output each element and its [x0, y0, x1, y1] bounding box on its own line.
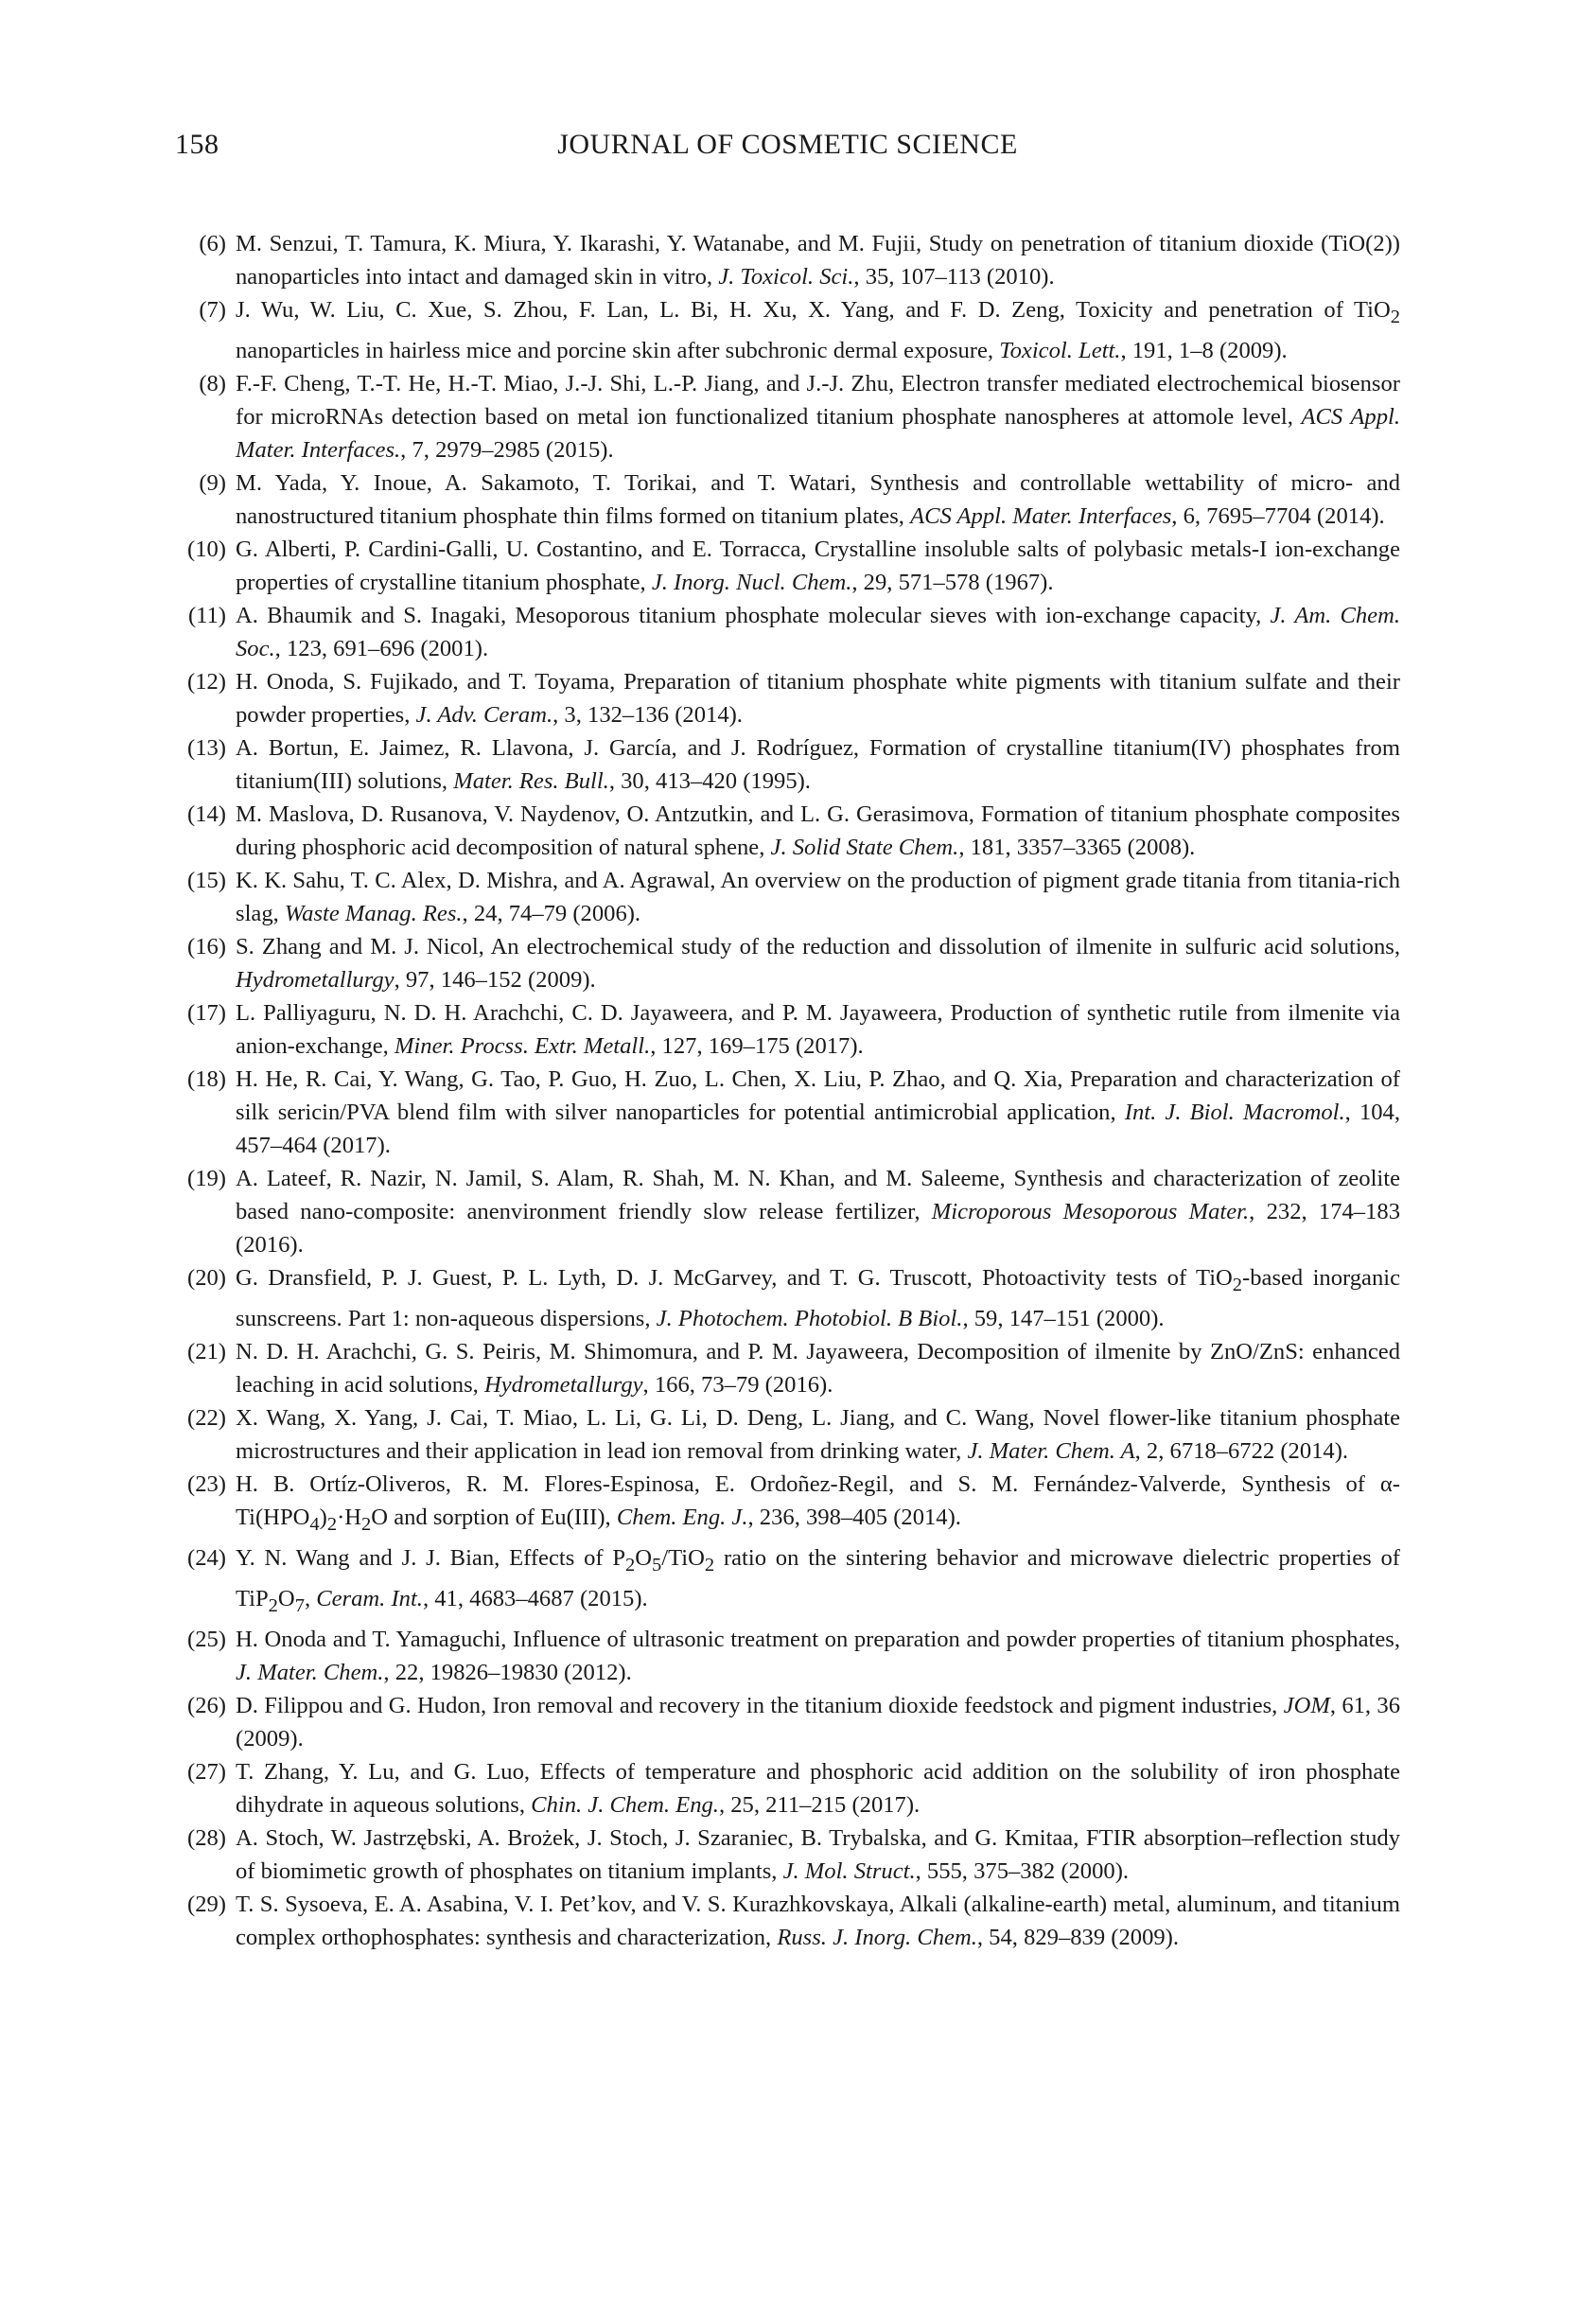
reference-text: G. Dransfield, P. J. Guest, P. L. Lyth, D. J. McGarvey, and T. G. Truscott, Photoactivity tests of TiO$_2$-based inorganic sunscreens. Part 1: non-aqueous dispersions, J. Photochem. Photobiol. B Biol., 59, 147–151 (2000). — [236, 1264, 1400, 1331]
reference-number: (15) — [187, 867, 226, 893]
reference-number: (11) — [187, 602, 226, 628]
reference-number: (19) — [187, 1165, 226, 1191]
page-number: 158 — [175, 129, 219, 160]
reference-text: H. Onoda, S. Fujikado, and T. Toyama, Preparation of titanium phosphate white pigments with titanium sulfate and their powder properties, J. Adv. Ceram., 3, 132–136 (2014). — [236, 668, 1400, 728]
reference-item — [175, 1755, 1400, 1822]
reference-number: (18) — [187, 1065, 226, 1092]
reference-item — [175, 533, 1400, 599]
reference-text: L. Palliyaguru, N. D. H. Arachchi, C. D. Jayaweera, and P. M. Jayaweera, Production of synthetic rutile from ilmenite via anion-exchange, Miner. Procss. Extr. Metall., 127, 169–175 (2017). — [236, 999, 1400, 1059]
reference-item — [175, 599, 1400, 665]
reference-text: T. S. Sysoeva, E. A. Asabina, V. I. Pet’kov, and V. S. Kurazhkovskaya, Alkali (alkaline-earth) metal, aluminum, and titanium complex orthophosphates: synthesis and characterization, Russ. J. Inorg. Chem., 54, 829–839 (2009). — [236, 1891, 1400, 1950]
reference-number: (14) — [187, 801, 226, 827]
reference-text: T. Zhang, Y. Lu, and G. Luo, Effects of temperature and phosphoric acid addition on the solubility of iron phosphate dihydrate in aqueous solutions, Chin. J. Chem. Eng., 25, 211–215 (2017). — [236, 1758, 1400, 1818]
reference-item — [175, 1822, 1400, 1888]
reference-item — [175, 1401, 1400, 1468]
reference-number: (27) — [187, 1758, 226, 1785]
reference-item — [175, 996, 1400, 1063]
reference-text: H. He, R. Cai, Y. Wang, G. Tao, P. Guo, H. Zuo, L. Chen, X. Liu, P. Zhao, and Q. Xia, Preparation and characterization of silk sericin/PVA blend film with silver nanoparticles for potential antimicrobial application, Int. J. Biol. Macromol., 104, 457–464 (2017). — [236, 1065, 1400, 1158]
reference-number: (20) — [187, 1264, 226, 1291]
reference-text: A. Lateef, R. Nazir, N. Jamil, S. Alam, R. Shah, M. N. Khan, and M. Saleeme, Synthesis and characterization of zeolite based nano-composite: anenvironment friendly slow release fertilizer, Microporous Mesoporous Mater., 232, 174–183 (2016). — [236, 1165, 1400, 1258]
reference-item — [175, 731, 1400, 798]
reference-number: (29) — [187, 1891, 226, 1917]
reference-text: J. Wu, W. Liu, C. Xue, S. Zhou, F. Lan, L. Bi, H. Xu, X. Yang, and F. D. Zeng, Toxicity and penetration of TiO$_2$ nanoparticles in hairless mice and porcine skin after subchronic dermal exposure, Toxicol. Lett., 191, 1–8 (2009). — [236, 297, 1400, 363]
reference-number: (9) — [199, 469, 226, 496]
reference-number: (7) — [199, 297, 226, 323]
reference-item — [175, 466, 1400, 533]
reference-text: S. Zhang and M. J. Nicol, An electrochemical study of the reduction and dissolution of ilmenite in sulfuric acid solutions, Hydrometallurgy, 97, 146–152 (2009). — [236, 933, 1400, 993]
reference-text: M. Yada, Y. Inoue, A. Sakamoto, T. Torikai, and T. Watari, Synthesis and controllable wettability of micro- and nanostructured titanium phosphate thin films formed on titanium plates, ACS Appl. Mater. Interfaces, 6, 7695–7704 (2014). — [236, 469, 1400, 529]
reference-number: (6) — [199, 231, 226, 256]
reference-text: F.-F. Cheng, T.-T. He, H.-T. Miao, J.-J. Shi, L.-P. Jiang, and J.-J. Zhu, Electron transfer mediated electrochemical biosensor for microRNAs detection based on metal ion functionalized titanium phosphate nanospheres at attomole level, ACS Appl. Mater. Interfaces., 7, 2979–2985 (2015). — [236, 370, 1400, 463]
reference-list — [175, 227, 1400, 1954]
reference-item — [175, 1888, 1400, 1954]
reference-item — [175, 227, 1400, 293]
reference-item — [175, 665, 1400, 731]
reference-number: (16) — [187, 933, 226, 959]
reference-text: M. Senzui, T. Tamura, K. Miura, Y. Ikarashi, Y. Watanabe, and M. Fujii, Study on penetration of titanium dioxide (TiO(2)) nanoparticles into intact and damaged skin in vitro, J. Toxicol. Sci., 35, 107–113 (2010). — [236, 231, 1400, 290]
reference-number: (12) — [187, 668, 226, 695]
reference-text: A. Stoch, W. Jastrzębski, A. Brożek, J. Stoch, J. Szaraniec, B. Trybalska, and G. Kmitaa, FTIR absorption–reflection study of biomimetic growth of phosphates on titanium implants, J. Mol. Struct., 555, 375–382 (2000). — [236, 1824, 1400, 1884]
reference-text: A. Bhaumik and S. Inagaki, Mesoporous titanium phosphate molecular sieves with ion-exchange capacity, J. Am. Chem. Soc., 123, 691–696 (2001). — [236, 602, 1400, 661]
reference-number: (8) — [199, 370, 226, 396]
running-header — [175, 129, 1400, 167]
reference-item — [175, 798, 1400, 864]
reference-text: G. Alberti, P. Cardini-Galli, U. Costantino, and E. Torracca, Crystalline insoluble salts of polybasic metals-I ion-exchange properties of crystalline titanium phosphate, J. Inorg. Nucl. Chem., 29, 571–578 (1967). — [236, 536, 1400, 595]
reference-item — [175, 930, 1400, 996]
reference-number: (24) — [187, 1544, 226, 1571]
reference-number: (17) — [187, 999, 226, 1026]
reference-item — [175, 1689, 1400, 1755]
reference-item — [175, 864, 1400, 930]
reference-number: (21) — [187, 1338, 226, 1364]
reference-number: (22) — [187, 1404, 226, 1431]
reference-item — [175, 1335, 1400, 1401]
reference-text: K. K. Sahu, T. C. Alex, D. Mishra, and A. Agrawal, An overview on the production of pigment grade titania from titania-rich slag, Waste Manag. Res., 24, 74–79 (2006). — [236, 867, 1400, 926]
reference-text: Y. N. Wang and J. J. Bian, Effects of $P_2O_5/TiO_2$ ratio on the sintering behavior and microwave dielectric properties of $TiP_2O_7$, Ceram. Int., 41, 4683–4687 (2015). — [236, 1544, 1400, 1616]
reference-text: D. Filippou and G. Hudon, Iron removal and recovery in the titanium dioxide feedstock and pigment industries, JOM, 61, 36 (2009). — [236, 1692, 1401, 1752]
reference-text: X. Wang, X. Yang, J. Cai, T. Miao, L. Li, G. Li, D. Deng, L. Jiang, and C. Wang, Novel flower-like titanium phosphate microstructures and their application in lead ion removal from drinking water, J. Mater. Chem. A, 2, 6718–6722 (2014). — [236, 1404, 1400, 1464]
reference-item — [175, 1162, 1400, 1261]
reference-text: M. Maslova, D. Rusanova, V. Naydenov, O. Antzutkin, and L. G. Gerasimova, Formation of titanium phosphate composites during phosphoric acid decomposition of natural sphene, J. Solid State Chem., 181, 3357–3365 (2008). — [236, 801, 1400, 860]
reference-item — [175, 1541, 1400, 1623]
reference-number: (28) — [187, 1824, 226, 1851]
reference-text: H. Onoda and T. Yamaguchi, Influence of ultrasonic treatment on preparation and powder properties of titanium phosphates, J. Mater. Chem., 22, 19826–19830 (2012). — [236, 1626, 1400, 1685]
reference-item — [175, 1468, 1400, 1541]
journal-title: JOURNAL OF COSMETIC SCIENCE — [557, 129, 1018, 160]
reference-item — [175, 367, 1400, 466]
reference-item — [175, 293, 1400, 367]
reference-item — [175, 1261, 1400, 1335]
reference-text: H. B. Ortíz-Oliveros, R. M. Flores-Espinosa, E. Ordoñez-Regil, and S. M. Fernández-Valverde, Synthesis of $\alpha-Ti(HPO_4)_2\cdot H_2O$ and sorption of Eu(III), Chem. Eng. J., 236, 398–405 (2014). — [236, 1470, 1400, 1535]
reference-text: A. Bortun, E. Jaimez, R. Llavona, J. García, and J. Rodríguez, Formation of crystalline titanium(IV) phosphates from titanium(III) solutions, Mater. Res. Bull., 30, 413–420 (1995). — [236, 734, 1400, 794]
reference-item — [175, 1623, 1400, 1689]
reference-number: (26) — [187, 1692, 226, 1718]
reference-number: (23) — [187, 1470, 226, 1497]
reference-item — [175, 1063, 1400, 1162]
reference-text: N. D. H. Arachchi, G. S. Peiris, M. Shimomura, and P. M. Jayaweera, Decomposition of ilmenite by ZnO/ZnS: enhanced leaching in acid solutions, Hydrometallurgy, 166, 73–79 (2016). — [236, 1338, 1400, 1398]
reference-number: (25) — [187, 1626, 226, 1652]
reference-number: (10) — [187, 536, 226, 562]
reference-number: (13) — [187, 734, 226, 761]
